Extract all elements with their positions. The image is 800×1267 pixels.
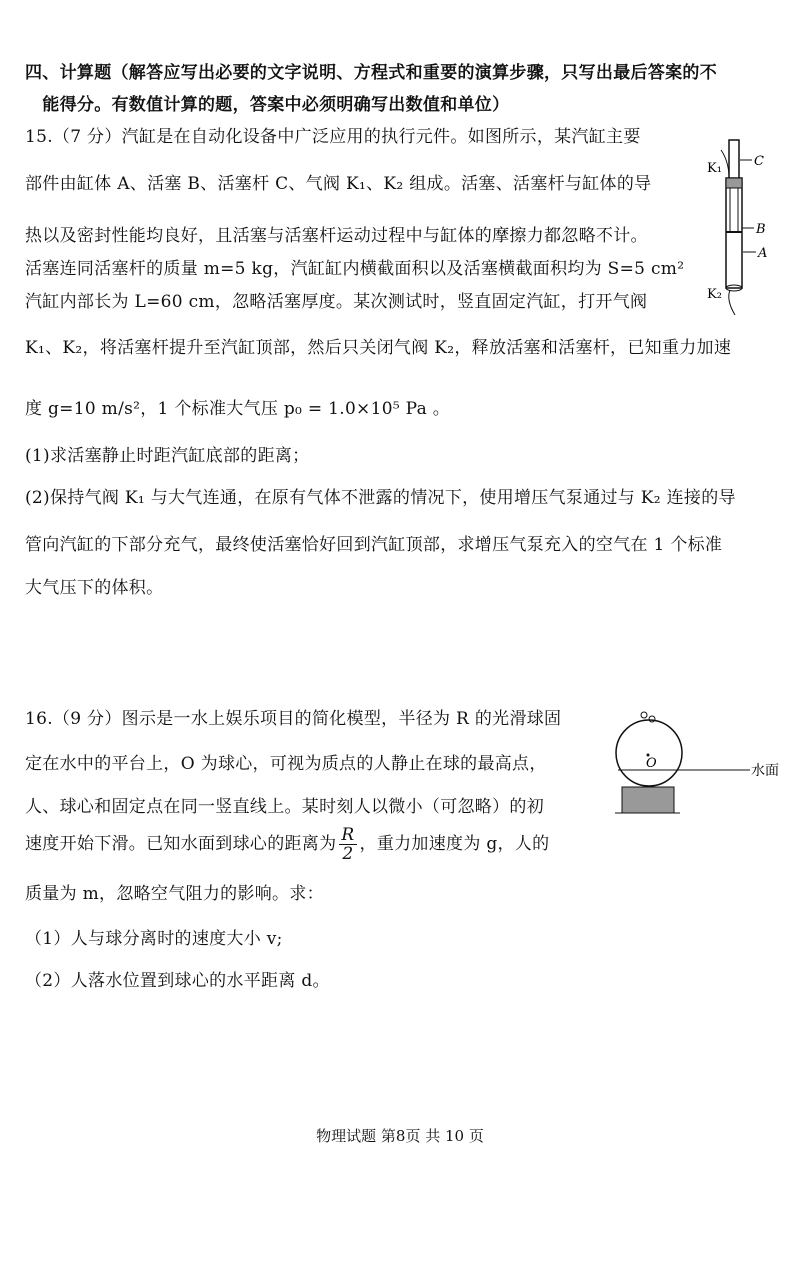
cylinder-figure [690,120,790,320]
q15-line: 管向汽缸的下部分充气，最终使活塞恰好回到汽缸顶部，求增压气泵充入的空气在 1 个标准 [25,535,723,555]
q16-line: 16.（9 分）图示是一水上娱乐项目的简化模型，半径为 R 的光滑球固 [25,709,562,729]
q16-line-fraction [25,826,549,863]
q16-line: 定在水中的平台上，O 为球心，可视为质点的人静止在球的最高点， [25,754,547,774]
q15-line: 15.（7 分）汽缸是在自动化设备中广泛应用的执行元件。如图所示，某汽缸主要 [25,127,641,147]
section-header-cont: 能得分。有数值计算的题，答案中必须明确写出数值和单位） [25,95,510,115]
denominator: 2 [342,844,354,864]
q15-line: 汽缸内部长为 L=60 cm，忽略活塞厚度。某次测试时，竖直固定汽缸，打开气阀 [25,292,648,312]
q15-line: 度 g=10 m/s²，1 个标准大气压 p₀ = 1.0×10⁵ Pa 。 [25,399,451,419]
r-over-2-fraction [339,826,356,863]
k2-label: K₂ [707,287,722,302]
q15-line: 大气压下的体积。 [25,578,164,598]
q16-text: ，重力加速度为 g，人的 [359,834,550,854]
q16-text: 速度开始下滑。已知水面到球心的距离为 [25,834,337,854]
q16-line: 人、球心和固定点在同一竖直线上。某时刻人以微小（可忽略）的初 [25,797,544,817]
center-o-label: O [646,756,657,771]
a-label: A [758,246,768,261]
q16-question-2: （2）人落水位置到球心的水平距离 d。 [25,971,330,991]
c-label: C [754,154,764,169]
sphere-figure [600,700,800,830]
q15-line: 部件由缸体 A、活塞 B、活塞杆 C、气阀 K₁、K₂ 组成。活塞、活塞杆与缸体的导 [25,174,652,194]
water-surface-label: 水面 [751,763,779,779]
b-label: B [756,222,766,237]
q15-question-1: (1)求活塞静止时距汽缸底部的距离； [25,446,310,466]
section-header: 四、计算题（解答应写出必要的文字说明、方程式和重要的演算步骤，只写出最后答案的不 [25,63,717,83]
q16-line: 质量为 m，忽略空气阻力的影响。求： [25,884,324,904]
q15-question-2: (2)保持气阀 K₁ 与大气连通，在原有气体不泄露的情况下，使用增压气泵通过与 K₂ 连接的导 [25,488,736,508]
q15-line: 活塞连同活塞杆的质量 m=5 kg，汽缸缸内横截面积以及活塞横截面积均为 S=5 cm² [25,259,685,279]
q15-line: 热以及密封性能均良好，且活塞与活塞杆运动过程中与缸体的摩擦力都忽略不计。 [25,226,648,246]
numerator: R [341,825,355,845]
page-footer: 物理试题 第8页 共 10 页 [316,1127,484,1145]
q15-line: K₁、K₂，将活塞杆提升至汽缸顶部，然后只关闭气阀 K₂，释放活塞和活塞杆，已知重力加速 [25,338,732,358]
k1-label: K₁ [707,161,722,176]
q16-question-1: （1）人与球分离时的速度大小 v; [25,929,283,949]
